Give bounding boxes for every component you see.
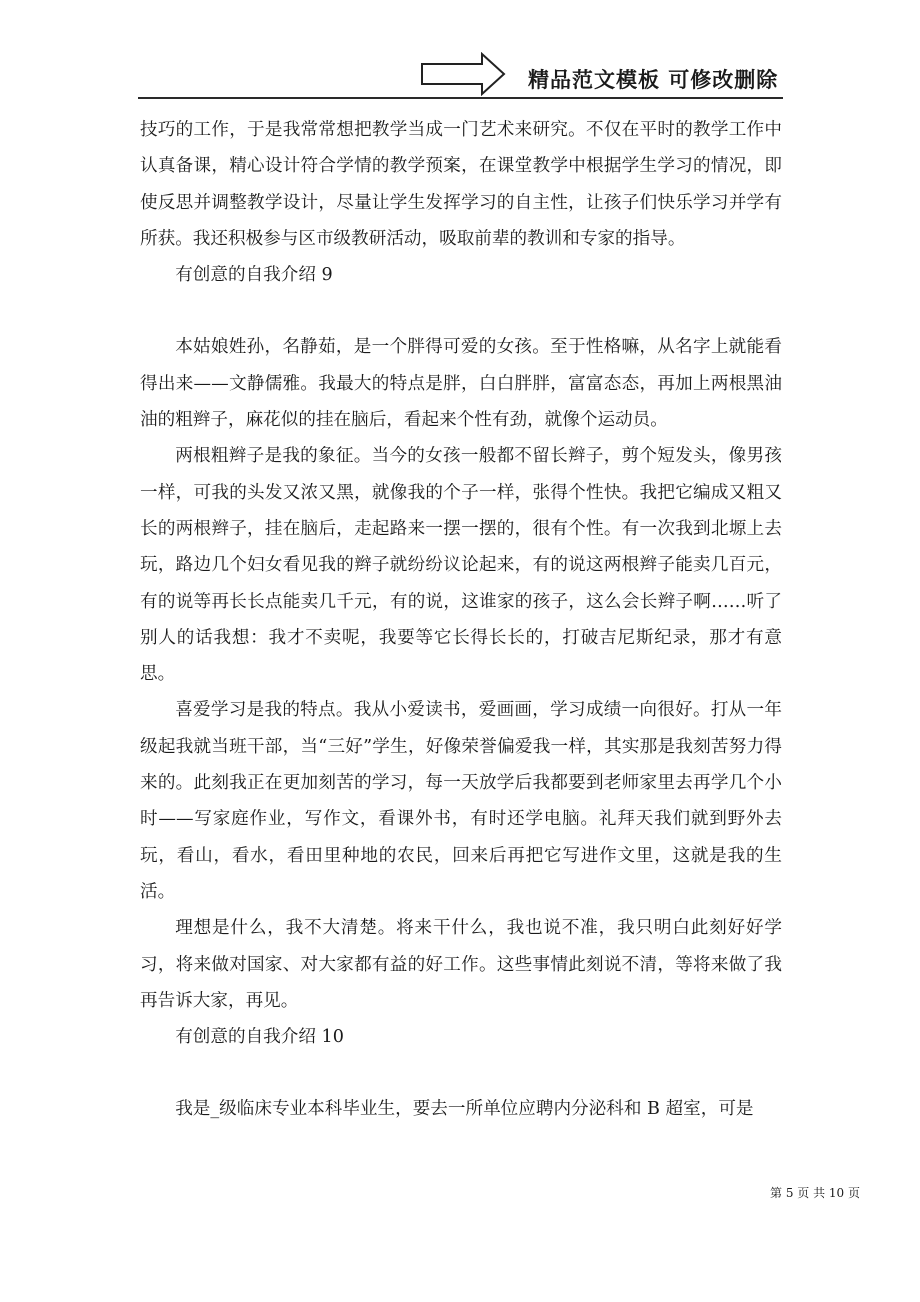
header-divider — [138, 97, 783, 99]
page-header — [0, 0, 920, 100]
header-title: 精品范文模板 可修改删除 — [528, 68, 779, 92]
section-heading-10: 有创意的自我介绍 10 — [175, 1027, 344, 1048]
document-body — [140, 112, 782, 1128]
spacer — [140, 293, 782, 329]
paragraph: 本姑娘姓孙，名静茹，是一个胖得可爱的女孩。至于性格嘛，从名字上就能看得出来——文静儒雅。我最大的特点是胖，白白胖胖，富富态态，再加上两根黑油油的粗辫子，麻花似的挂在脑后，看起来个性有劲，就像个运动员。 — [140, 337, 782, 431]
page-number: 第 5 页 共 10 页 — [770, 1186, 860, 1200]
paragraph: 两根粗辫子是我的象征。当今的女孩一般都不留长辫子，剪个短发头，像男孩一样，可我的头发又浓又黑，就像我的个子一样，张得个性快。我把它编成又粗又长的两根辫子，挂在脑后，走起路来一摆一摆的，很有个性。有一次我到北塬上去玩，路边几个妇女看见我的辫子就纷纷议论起来，有的说这两根辫子能卖几百元，有的说等再长长点能卖几千元，有的说，这谁家的孩子，这么会长辫子啊……听了别人的话我想：我才不卖呢，我要等它长得长长的，打破吉尼斯纪录，那才有意思。 — [140, 446, 782, 685]
paragraph: 喜爱学习是我的特点。我从小爱读书，爱画画，学习成绩一向很好。打从一年级起我就当班干部，当“三好”学生，好像荣誉偏爱我一样，其实那是我刻苦努力得来的。此刻我正在更加刻苦的学习，每一天放学后我都要到老师家里去再学几个小时——写家庭作业，写作文，看课外书，有时还学电脑。礼拜天我们就到野外去玩，看山，看水，看田里种地的农民，回来后再把它写进作文里，这就是我的生活。 — [140, 700, 782, 902]
right-arrow-icon — [420, 52, 506, 96]
paragraph: 理想是什么，我不大清楚。将来干什么，我也说不准，我只明白此刻好好学习，将来做对国家、对大家都有益的好工作。这些事情此刻说不清，等将来做了我再告诉大家，再见。 — [140, 918, 782, 1011]
spacer — [140, 1055, 782, 1091]
paragraph: 我是_级临床专业本科毕业生，要去一所单位应聘内分泌科和 B 超室，可是 — [175, 1099, 754, 1120]
section-heading-9: 有创意的自我介绍 9 — [175, 265, 333, 286]
paragraph: 技巧的工作，于是我常常想把教学当成一门艺术来研究。不仅在平时的教学工作中认真备课，精心设计符合学情的教学预案，在课堂教学中根据学生学习的情况，即使反思并调整教学设计，尽量让学生发挥学习的自主性，让孩子们快乐学习并学有所获。我还积极参与区市级教研活动，吸取前辈的教训和专家的指导。 — [140, 120, 782, 249]
